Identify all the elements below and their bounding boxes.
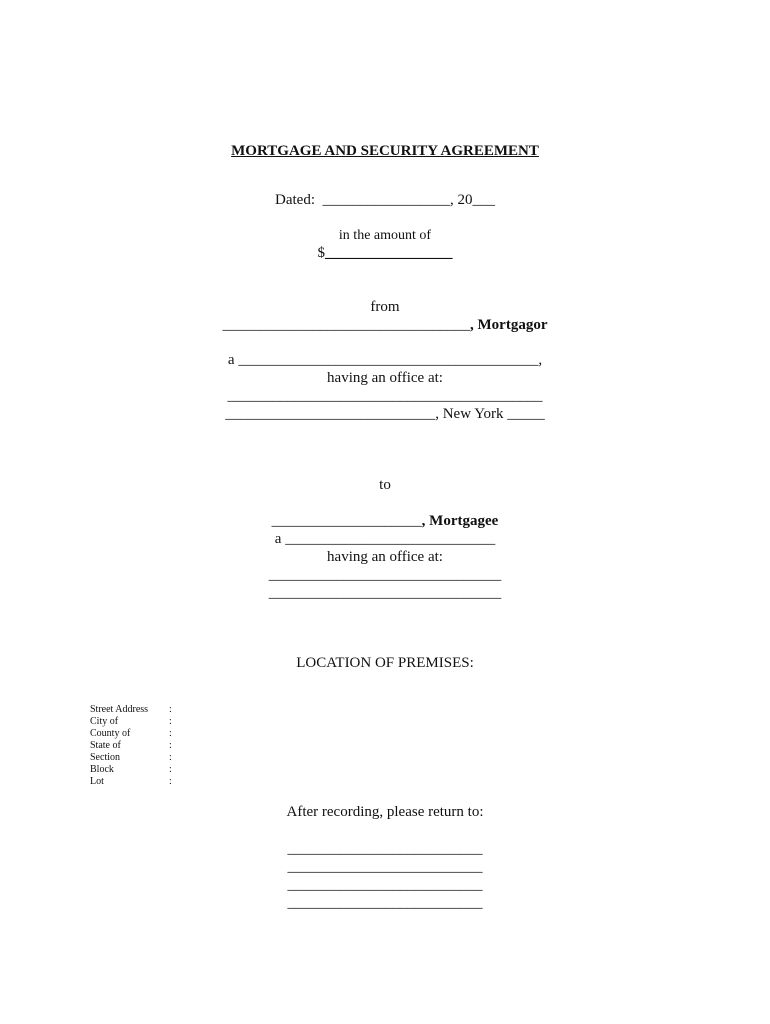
dated-line: Dated: _________________, 20___ xyxy=(275,192,495,208)
mortgagor-address-line-2: ____________________________, New York _____ xyxy=(225,406,545,422)
mortgagee-label: , Mortgagee xyxy=(421,513,499,529)
mortgagor-blank: _________________________________ xyxy=(222,317,471,333)
amount-line xyxy=(0,246,770,261)
return-address-line-4: __________________________ xyxy=(287,895,483,911)
field-label-state: State of xyxy=(90,740,121,751)
mortgagee-address-line-2: _______________________________ xyxy=(268,585,502,601)
mortgagor-entity-line: a ________________________________________, xyxy=(227,352,543,368)
mortgagor-office-label: having an office at: xyxy=(327,370,443,386)
location-heading: LOCATION OF PREMISES: xyxy=(296,655,474,671)
return-address-line-3: __________________________ xyxy=(287,877,483,893)
mortgagor-label: , Mortgagor xyxy=(470,317,548,333)
field-label-street-address: Street Address xyxy=(90,704,149,715)
mortgagor-address-line-1: __________________________________________ xyxy=(227,388,543,404)
field-separator: : xyxy=(169,740,172,751)
mortgagee-office-label: having an office at: xyxy=(327,549,443,565)
return-address-line-1: __________________________ xyxy=(287,841,483,857)
field-separator: : xyxy=(169,752,172,763)
document-title: MORTGAGE AND SECURITY AGREEMENT xyxy=(231,143,539,159)
mortgagee-line xyxy=(0,514,770,529)
mortgagee-blank: ____________________ xyxy=(271,513,422,529)
field-separator: : xyxy=(169,704,172,715)
field-label-lot: Lot xyxy=(90,776,104,787)
return-address-line-2: __________________________ xyxy=(287,859,483,875)
to-label: to xyxy=(379,477,391,493)
amount-dollar-sign: $ xyxy=(317,245,325,261)
field-label-section: Section xyxy=(90,752,120,763)
mortgagor-line xyxy=(0,318,770,333)
field-label-county: County of xyxy=(90,728,131,739)
field-separator: : xyxy=(169,776,172,787)
field-separator: : xyxy=(169,716,172,727)
field-separator: : xyxy=(169,728,172,739)
amount-blank: _________________ xyxy=(325,245,453,261)
return-label: After recording, please return to: xyxy=(286,804,484,820)
mortgagee-address-line-1: _______________________________ xyxy=(268,567,502,583)
field-separator: : xyxy=(169,764,172,775)
mortgagee-entity-line: a ____________________________ xyxy=(274,531,496,547)
amount-label: in the amount of xyxy=(338,228,432,243)
from-label: from xyxy=(370,299,400,315)
field-label-city: City of xyxy=(90,716,119,727)
field-label-block: Block xyxy=(90,764,114,775)
